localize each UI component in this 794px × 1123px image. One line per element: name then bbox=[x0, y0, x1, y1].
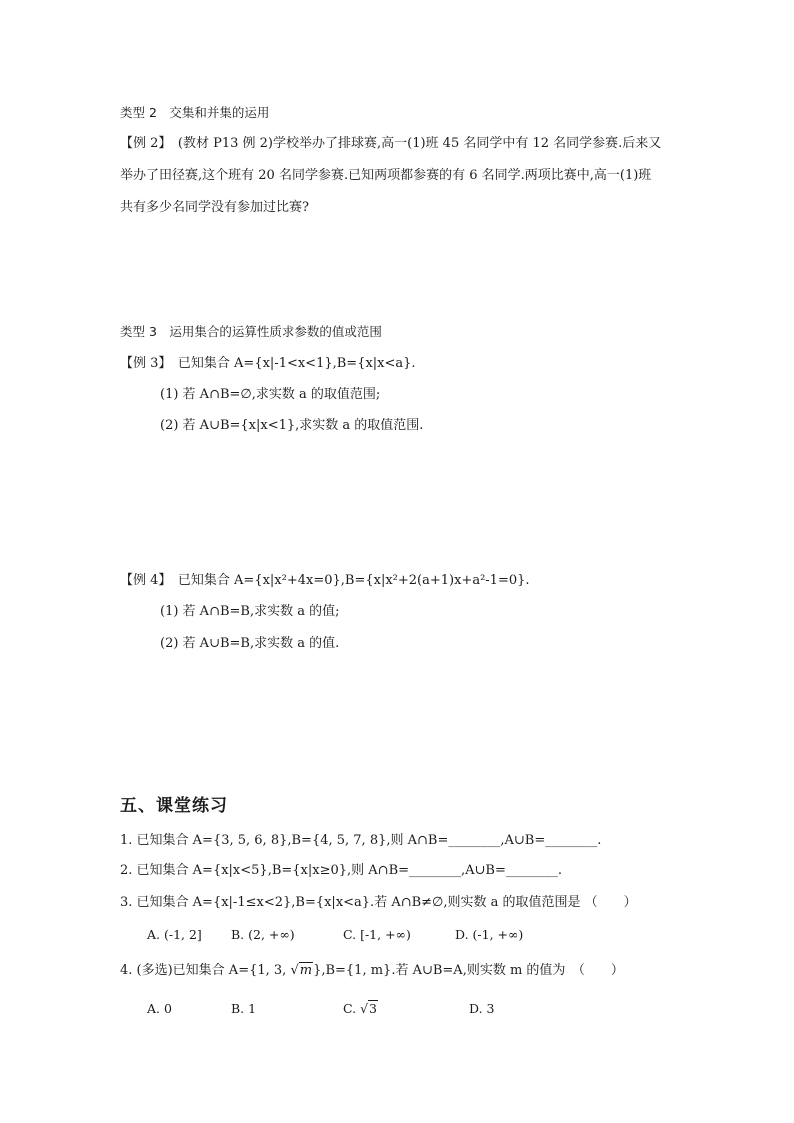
sqrt-m: √m bbox=[290, 963, 313, 978]
example2-line2: 举办了田径赛,这个班有 20 名同学参赛.已知两项都参赛的有 6 名同学.两项比赛中,高一(1)班 bbox=[120, 168, 652, 183]
practice-4-option-b: B. 1 bbox=[231, 1001, 257, 1016]
practice-4-option-c: C. √3 bbox=[343, 1001, 377, 1016]
practice-item-2: 2. 已知集合 A={x|x<5},B={x|x≥0},则 A∩B=________,A∪B=________. bbox=[120, 863, 563, 878]
practice-4-suffix: },B={1, m}.若 A∪B=A,则实数 m 的值为 （ ） bbox=[313, 963, 624, 978]
example3-question1: (1) 若 A∩B=∅,求实数 a 的取值范围; bbox=[160, 387, 381, 402]
practice-3-option-a: A. (-1, 2] bbox=[147, 927, 202, 942]
practice-4-prefix: 4. (多选)已知集合 A={1, 3, bbox=[120, 963, 291, 978]
practice-3-option-b: B. (2, +∞) bbox=[231, 927, 295, 942]
example4-stem: 【例 4】 已知集合 A={x|x²+4x=0},B={x|x²+2(a+1)x+a²-1=0}. bbox=[120, 573, 530, 588]
example2-line3: 共有多少名同学没有参加过比赛? bbox=[120, 200, 309, 215]
type2-heading: 类型 2 交集和并集的运用 bbox=[120, 105, 270, 120]
type3-heading: 类型 3 运用集合的运算性质求参数的值或范围 bbox=[120, 324, 382, 339]
example4-question1: (1) 若 A∩B=B,求实数 a 的值; bbox=[160, 604, 340, 619]
practice-3-option-d: D. (-1, +∞) bbox=[455, 927, 524, 942]
practice-item-4 bbox=[120, 963, 624, 979]
example3-question2: (2) 若 A∪B={x|x<1},求实数 a 的取值范围. bbox=[160, 418, 424, 433]
practice-4-option-d: D. 3 bbox=[469, 1001, 495, 1016]
practice-item-3: 3. 已知集合 A={x|-1≤x<2},B={x|x<a}.若 A∩B≠∅,则实数 a 的取值范围是 （ ） bbox=[120, 895, 637, 910]
practice-heading: 五、课堂练习 bbox=[120, 796, 228, 816]
practice-item-1: 1. 已知集合 A={3, 5, 6, 8},B={4, 5, 7, 8},则 A∩B=________,A∪B=________. bbox=[120, 833, 602, 848]
example3-stem: 【例 3】 已知集合 A={x|-1<x<1},B={x|x<a}. bbox=[120, 356, 416, 371]
sqrt-3: √3 bbox=[360, 1001, 377, 1016]
practice-3-option-c: C. [-1, +∞) bbox=[343, 927, 411, 942]
example2-line1: 【例 2】 (教材 P13 例 2)学校举办了排球赛,高一(1)班 45 名同学中有 12 名同学参赛.后来又 bbox=[120, 136, 662, 151]
example4-question2: (2) 若 A∪B=B,求实数 a 的值. bbox=[160, 636, 340, 651]
practice-4-option-a: A. 0 bbox=[147, 1001, 172, 1016]
